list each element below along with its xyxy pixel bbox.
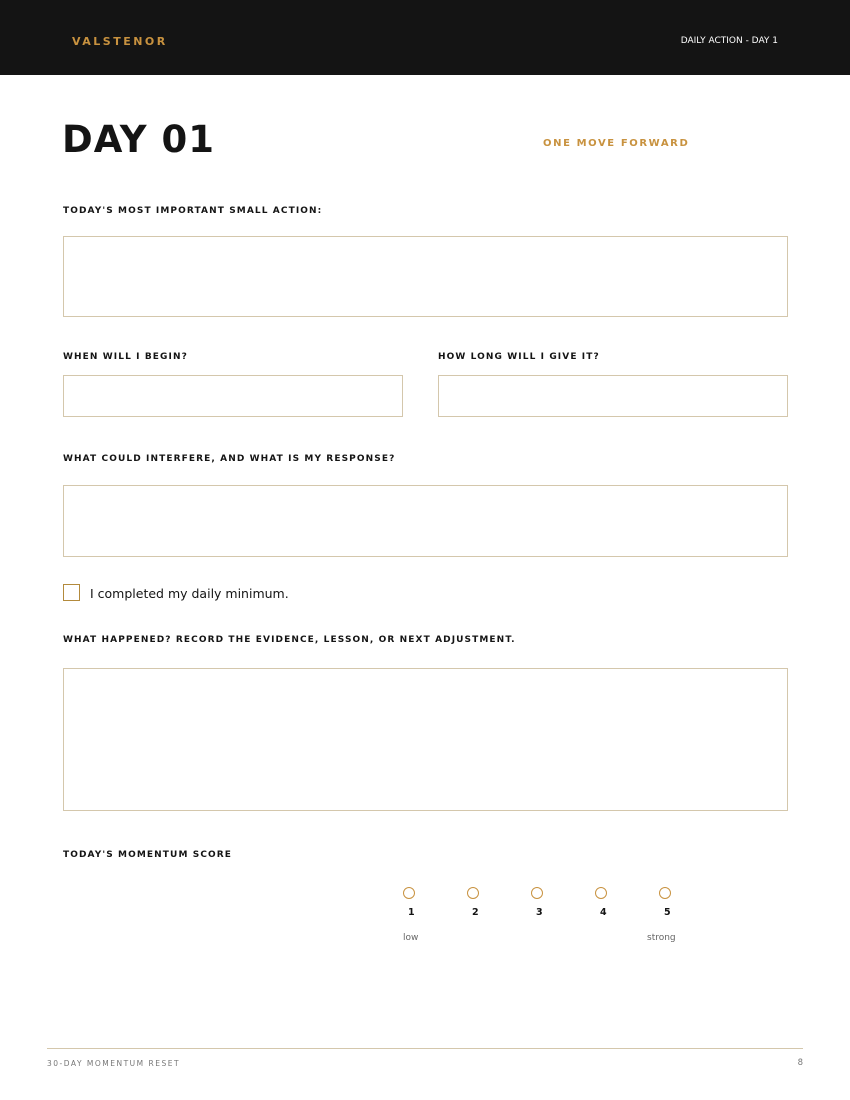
when-begin-label: WHEN WILL I BEGIN? — [63, 352, 188, 362]
most-important-action-label: TODAY'S MOST IMPORTANT SMALL ACTION: — [63, 206, 323, 216]
what-happened-label: WHAT HAPPENED? RECORD THE EVIDENCE, LESSON, OR NEXT ADJUSTMENT. — [63, 635, 516, 645]
what-happened-field[interactable] — [63, 668, 788, 811]
interfere-response-label: WHAT COULD INTERFERE, AND WHAT IS MY RESPONSE? — [63, 454, 396, 464]
footer-divider — [47, 1048, 803, 1049]
momentum-number-2: 2 — [472, 907, 479, 918]
momentum-option-4[interactable] — [595, 887, 607, 899]
header-section-label: DAILY ACTION - DAY 1 — [680, 36, 778, 46]
footer-title: 30-DAY MOMENTUM RESET — [47, 1059, 181, 1068]
page-header — [0, 0, 850, 75]
momentum-option-2[interactable] — [467, 887, 479, 899]
page-tagline: ONE MOVE FORWARD — [543, 138, 690, 149]
brand-name: VALSTENOR — [72, 35, 168, 48]
daily-minimum-label: I completed my daily minimum. — [90, 586, 289, 601]
most-important-action-field[interactable] — [63, 236, 788, 317]
momentum-number-5: 5 — [664, 907, 671, 918]
momentum-option-1[interactable] — [403, 887, 415, 899]
momentum-option-5[interactable] — [659, 887, 671, 899]
how-long-label: HOW LONG WILL I GIVE IT? — [438, 352, 600, 362]
when-begin-field[interactable] — [63, 375, 403, 417]
momentum-score-label: TODAY'S MOMENTUM SCORE — [63, 850, 233, 860]
momentum-number-1: 1 — [408, 907, 415, 918]
daily-minimum-checkbox[interactable] — [63, 584, 80, 601]
momentum-number-3: 3 — [536, 907, 543, 918]
momentum-high-label: strong — [647, 933, 676, 943]
page-title: DAY 01 — [62, 118, 215, 161]
page-number: 8 — [797, 1058, 803, 1068]
how-long-field[interactable] — [438, 375, 788, 417]
momentum-option-3[interactable] — [531, 887, 543, 899]
momentum-low-label: low — [403, 933, 419, 943]
interfere-response-field[interactable] — [63, 485, 788, 557]
momentum-number-4: 4 — [600, 907, 607, 918]
